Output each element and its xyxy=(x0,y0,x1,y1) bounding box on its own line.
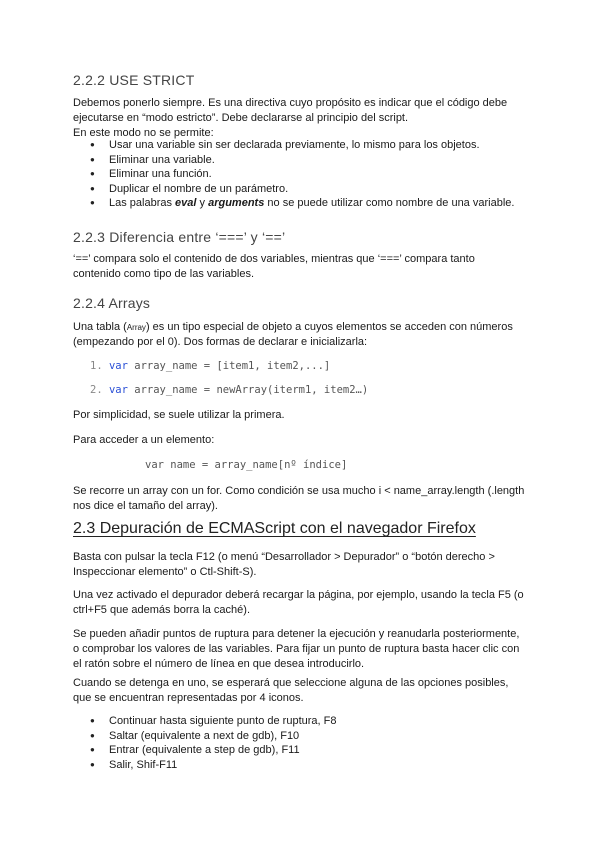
paragraph-simplicidad: Por simplicidad, se suele utilizar la primera. xyxy=(73,409,285,421)
bullet-list-strict xyxy=(73,138,514,211)
list-item: ● Las palabras eval y arguments no se puede utilizar como nombre de una variable. xyxy=(73,196,514,211)
paragraph-arrays-intro: Una tabla (Array) es un tipo especial de objeto a cuyos elementos se acceden con números (empezando por el 0). Dos formas de declarar e inicializarla: xyxy=(73,321,513,348)
text-line: ctrl+F5 que además borra la caché). xyxy=(73,604,251,616)
paragraph-recorre xyxy=(73,484,543,514)
text-line: Se recorre un array con un for. Como condición se usa mucho i < name_array.length (.length xyxy=(73,485,525,497)
list-item: ● Saltar (equivalente a next de gdb), F10 xyxy=(73,729,336,744)
keyword-eval: eval xyxy=(175,197,197,209)
text-line: Inspeccionar elemento” o Ctl-Shift-S). xyxy=(73,566,257,578)
text-line: contenido como tipo de las variables. xyxy=(73,268,254,280)
code-line-access: var name = array_name[nº índice] xyxy=(145,459,348,471)
list-item: ● Usar una variable sin ser declarada previamente, lo mismo para los objetos. xyxy=(73,138,514,153)
section-title-use-strict: 2.2.2 USE STRICT xyxy=(73,72,195,88)
code-line-2: 2. var array_name = newArray(iterm1, item2…) xyxy=(90,384,369,396)
paragraph-puntos-ruptura xyxy=(73,627,543,672)
list-item: ● Eliminar una función. xyxy=(73,167,514,182)
list-item: ● Duplicar el nombre de un parámetro. xyxy=(73,182,514,197)
keyword-arguments: arguments xyxy=(208,197,265,209)
paragraph-acceder: Para acceder a un elemento: xyxy=(73,434,215,446)
text-line: Una vez activado el depurador deberá recargar la página, por ejemplo, usando la tecla F5 (o xyxy=(73,589,524,601)
paragraph-diferencia xyxy=(73,252,533,282)
list-item: ● Salir, Shif-F11 xyxy=(73,758,336,773)
text-line: Cuando se detenga en uno, se esperará que seleccione alguna de las opciones posibles, xyxy=(73,677,509,689)
section-title-diferencia: 2.2.3 Diferencia entre ‘===’ y ‘==’ xyxy=(73,229,286,245)
text-line: el ratón sobre el número de línea en que desea introducirlo. xyxy=(73,658,365,670)
text-line: Se pueden añadir puntos de ruptura para detener la ejecución y reanudarla posteriormente, xyxy=(73,628,520,640)
text-line: (empezando por el 0). Dos formas de declarar e inicializarla: xyxy=(73,336,368,348)
text-line: Debemos ponerlo siempre. Es una directiva cuyo propósito es indicar que el código debe xyxy=(73,97,508,109)
bullet-list-debug-options xyxy=(73,714,336,772)
text-line: Basta con pulsar la tecla F12 (o menú “Desarrollador > Depurador” o “botón derecho > xyxy=(73,551,495,563)
list-item: ● Entrar (equivalente a step de gdb), F11 xyxy=(73,743,336,758)
section-title-arrays: 2.2.4 Arrays xyxy=(73,295,151,311)
section-title-depuracion: 2.3 Depuración de ECMAScript con el navegador Firefox xyxy=(73,520,476,537)
list-item: ● Eliminar una variable. xyxy=(73,153,514,168)
text-line: que se encuentran representadas por 4 iconos. xyxy=(73,692,304,704)
array-word: Array xyxy=(126,323,146,332)
text-line: o comprobar los valores de las variables. Para fijar un punto de ruptura basta hacer clic con xyxy=(73,643,520,655)
list-item: ● Continuar hasta siguiente punto de ruptura, F8 xyxy=(73,714,336,729)
text-line: nos dice el tamaño del array). xyxy=(73,500,218,512)
paragraph-detenga xyxy=(73,676,533,706)
paragraph-recargar xyxy=(73,588,533,618)
text-line: ejecutarse en “modo estricto”. Debe declararse al principio del script. xyxy=(73,112,409,124)
paragraph-f12 xyxy=(73,550,533,580)
text-line: En este modo no se permite: xyxy=(73,127,214,139)
text-line: ‘==’ compara solo el contenido de dos variables, mientras que ‘===’ compara tanto xyxy=(73,253,475,265)
paragraph-use-strict xyxy=(73,96,533,141)
code-line-1: 1. var array_name = [item1, item2,...] xyxy=(90,360,331,372)
